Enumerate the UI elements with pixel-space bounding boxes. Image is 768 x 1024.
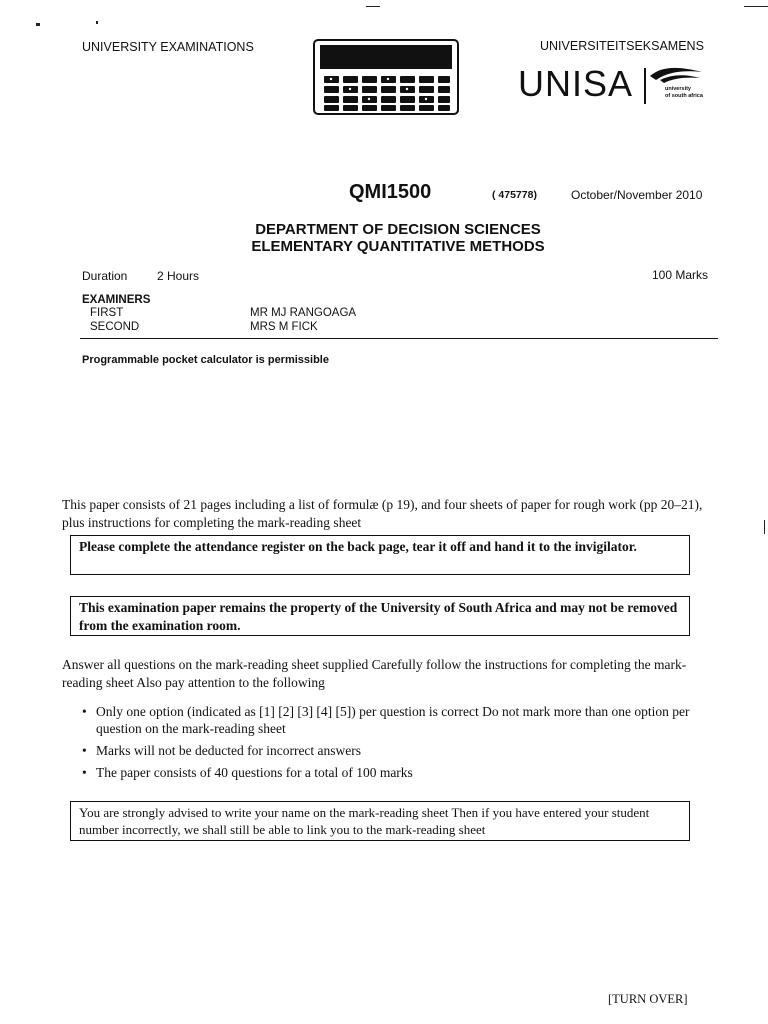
instructions-paragraph: Answer all questions on the mark-reading sheet supplied Carefully follow the instructions for completing the mark-reading sheet Also pay attention to the following [62,657,687,690]
header-right-title: UNIVERSITEITSEKSAMENS [540,39,704,53]
attendance-notice-box: Please complete the attendance register on the back page, tear it off and hand it to the invigilator. [70,535,690,575]
header-divider [80,338,718,339]
second-examiner-label: SECOND [90,321,140,333]
list-item: • Only one option (indicated as [1] [2] [3] [4] [5]) per question is correct Do not mark more than one option per question on the mark-reading sheet [80,703,710,737]
scan-speck [744,6,768,7]
department-block [0,221,768,255]
scan-speck [764,520,765,534]
instruction-list [80,703,710,786]
examiners-heading: EXAMINERS [82,294,151,306]
logo-subtitle-2: of south africa [665,93,703,99]
department-name: DEPARTMENT OF DECISION SCIENCES [255,221,541,238]
logo-word: UNISA [518,63,634,104]
scan-speck [96,21,98,24]
header-left-title: UNIVERSITY EXAMINATIONS [82,40,254,54]
paper-number: ( 475778) [492,189,537,201]
module-code: QMI1500 [349,181,432,203]
property-notice-box: This examination paper remains the property of the University of South Africa and may not be removed from the examination room. [70,596,690,636]
scan-speck [36,23,40,26]
duration-value: 2 Hours [157,269,200,283]
logo-divider [644,68,646,104]
first-examiner-name: MR MJ RANGOAGA [250,307,357,319]
logo-subtitle-1: university [665,86,691,92]
scan-speck [366,6,380,7]
list-item: • Marks will not be deducted for incorrect answers [80,742,710,759]
second-examiner-name: MRS M FICK [250,321,318,333]
calculator-note: Programmable pocket calculator is permissible [82,354,329,366]
total-marks: 100 Marks [652,268,709,282]
duration-label: Duration [82,269,128,283]
unisa-logo [518,62,718,112]
intro-paragraph: This paper consists of 21 pages including a list of formulæ (p 19), and four sheets of paper for rough work (pp 20–21), plus instructions for completing the mark-reading sheet [62,497,703,530]
turn-over-footer: [TURN OVER] [608,992,688,1006]
first-examiner-label: FIRST [90,307,124,319]
advice-notice-box: You are strongly advised to write your name on the mark-reading sheet Then if you have entered your student number incorrectly, we shall still be able to link you to the mark-reading sheet [70,801,690,841]
list-item: • The paper consists of 40 questions for a total of 100 marks [80,764,710,781]
module-name: ELEMENTARY QUANTITATIVE METHODS [251,238,545,255]
calculator-icon [312,38,460,116]
unisa-swoosh-icon [648,64,704,86]
exam-session: October/November 2010 [571,188,703,202]
